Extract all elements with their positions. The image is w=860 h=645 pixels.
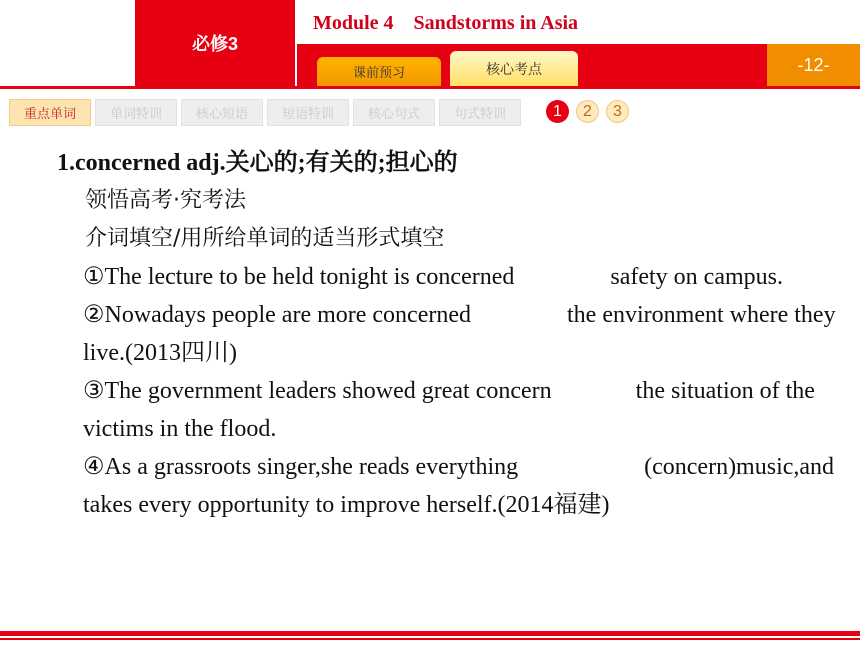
item-text: the environment where they live.(2013四川)	[83, 302, 836, 366]
subnav-phrase-drill[interactable]: 短语特训	[267, 99, 349, 126]
footer-divider-thin	[0, 638, 860, 640]
page-selector	[546, 100, 629, 123]
exercise-item-3	[57, 372, 837, 448]
subnav-sentence-drill[interactable]: 句式特训	[439, 99, 521, 126]
section-subheading: 领悟高考·究考法	[85, 188, 246, 213]
item-text: ②Nowadays people are more concerned	[83, 302, 478, 328]
tab-core-points[interactable]: 核心考点	[450, 51, 578, 86]
subnav-core-sentences[interactable]: 核心句式	[353, 99, 435, 126]
item-text: (concern)music,and takes every opportunity to improve herself.(2014福建)	[83, 454, 835, 518]
word-heading	[57, 144, 837, 182]
item-text: safety on campus.	[604, 264, 783, 290]
item-text: ③The government leaders showed great concern	[83, 378, 558, 404]
item-text: the situation of the victims in the flood.	[83, 378, 815, 442]
pager-1[interactable]: 1	[546, 100, 569, 123]
lesson-content	[57, 144, 837, 524]
exercise-item-2	[57, 296, 837, 372]
footer-divider	[0, 631, 860, 636]
item-text: ④As a grassroots singer,she reads everything	[83, 454, 525, 480]
textbook-badge: 必修3	[135, 0, 295, 86]
answer-blank[interactable]	[520, 258, 604, 296]
answer-blank[interactable]	[558, 372, 630, 410]
header-divider	[0, 86, 860, 89]
tab-preview[interactable]: 课前预习	[317, 57, 441, 86]
subnav-core-phrases[interactable]: 核心短语	[181, 99, 263, 126]
heading-word: 1.concerned adj.	[57, 150, 226, 176]
exercise-item-4	[57, 448, 837, 524]
item-text: ①The lecture to be held tonight is concerned	[83, 264, 521, 290]
answer-blank[interactable]	[477, 296, 561, 334]
heading-gloss: 关心的;有关的;担心的	[225, 150, 458, 176]
subnav-key-words[interactable]: 重点单词	[9, 99, 91, 126]
module-title: Module 4 Sandstorms in Asia	[313, 12, 579, 34]
header-left-spacer	[0, 0, 135, 86]
pager-2[interactable]: 2	[576, 100, 599, 123]
page-number: -12-	[767, 44, 860, 86]
pager-3[interactable]: 3	[606, 100, 629, 123]
answer-blank[interactable]	[524, 448, 644, 486]
subnav-word-drill[interactable]: 单词特训	[95, 99, 177, 126]
exercise-item-1	[57, 258, 837, 296]
sub-navigation	[9, 99, 521, 126]
exercise-instruction: 介词填空/用所给单词的适当形式填空	[85, 226, 445, 251]
